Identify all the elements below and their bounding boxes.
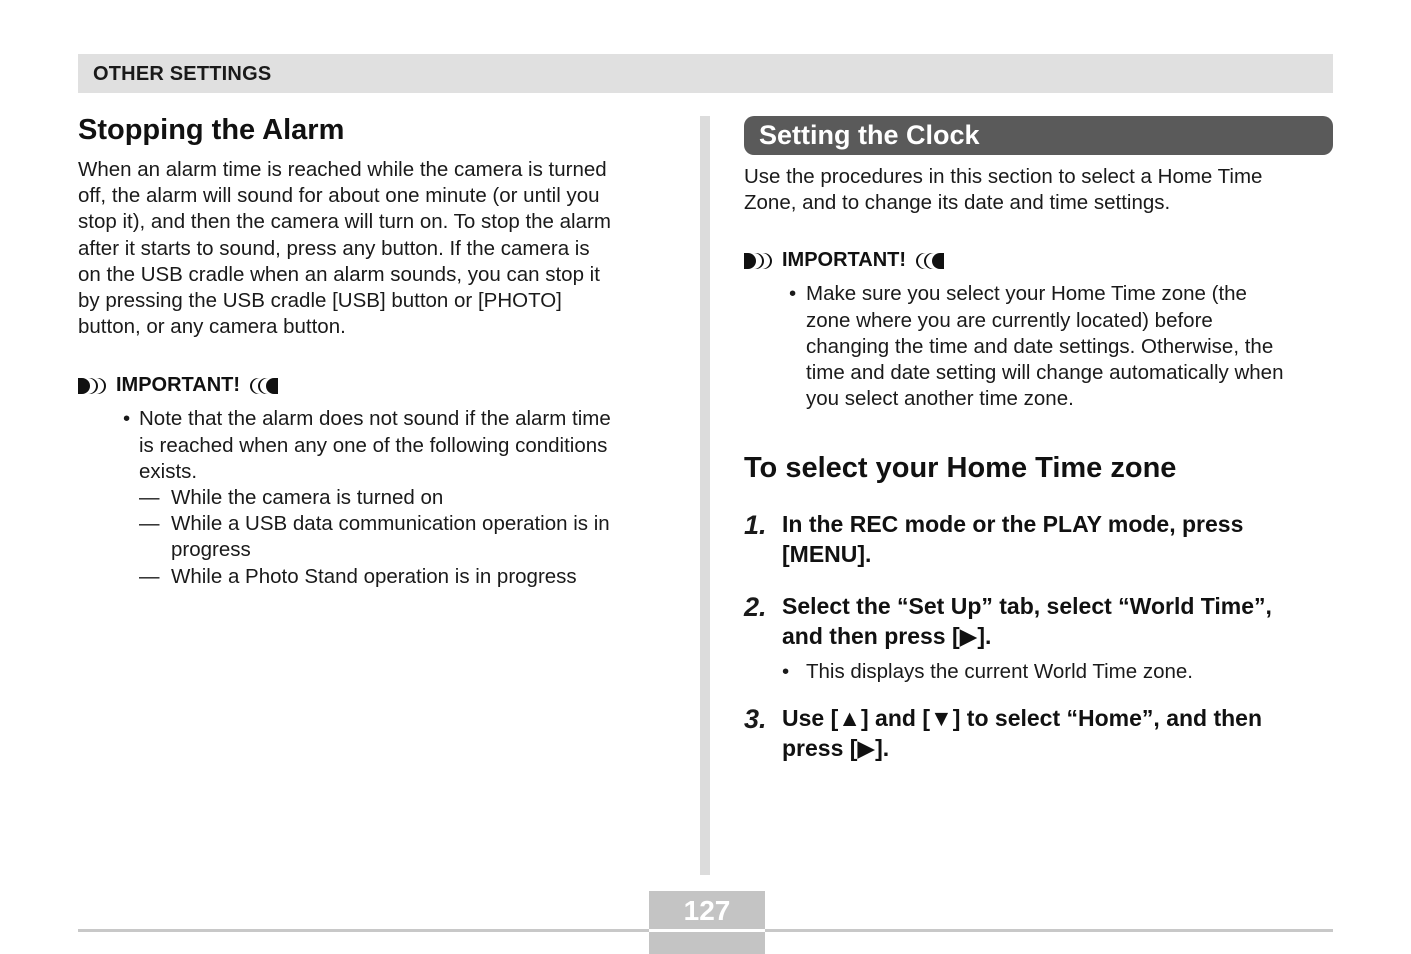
- page-number: 127: [683, 895, 731, 926]
- dash-mark: —: [139, 564, 160, 588]
- bullet-mark: •: [789, 282, 797, 306]
- condition-text: While the camera is turned on: [171, 486, 444, 510]
- important-heading: [78, 374, 678, 397]
- section-header-label: OTHER SETTINGS: [93, 63, 272, 85]
- step-2-note: [782, 659, 1333, 685]
- important-label: IMPORTANT!: [116, 374, 241, 397]
- list-item: [139, 511, 678, 563]
- column-divider: [700, 116, 710, 875]
- list-item: [123, 406, 678, 485]
- home-time-zone-title: To select your Home Time zone: [744, 452, 1177, 485]
- bullet-line: Make sure you select your Home Time zone (the: [806, 282, 1247, 306]
- step-number: 1.: [744, 510, 767, 541]
- bullet-line: is reached when any one of the following conditions: [139, 433, 608, 457]
- list-item: [789, 281, 1333, 412]
- step-line: Select the “Set Up” tab, select “World Time”,: [782, 593, 1272, 620]
- step-number: 2.: [744, 592, 767, 623]
- right-column: [744, 116, 1333, 763]
- condition-text: [171, 511, 610, 563]
- bullet-line: zone where you are currently located) before: [806, 308, 1213, 332]
- page-number-rule: [649, 929, 765, 932]
- left-column: [78, 112, 678, 590]
- section-header-bar: [78, 54, 1333, 93]
- bullet-line: Note that the alarm does not sound if the alarm time: [139, 407, 611, 431]
- important-heading: [744, 249, 1333, 272]
- bullet-mark: •: [123, 407, 131, 431]
- stopping-alarm-paragraph: [78, 157, 678, 340]
- list-item: [139, 564, 678, 590]
- step-line: In the REC mode or the PLAY mode, press: [782, 511, 1244, 538]
- step-number: 3.: [744, 704, 767, 735]
- step-line: press [▶].: [782, 734, 890, 761]
- step-text: [782, 592, 1272, 651]
- important-notes: [789, 281, 1333, 412]
- step-text: [782, 510, 1243, 569]
- bullet-text: [806, 281, 1283, 412]
- bullet-line: exists.: [139, 459, 198, 483]
- condition-line: progress: [171, 538, 251, 562]
- paragraph-line: When an alarm time is reached while the camera is turned: [78, 158, 607, 181]
- dash-mark: —: [139, 512, 160, 536]
- stopping-alarm-title: Stopping the Alarm: [78, 114, 345, 146]
- bullet-line: time and date setting will change automatically when: [806, 361, 1284, 385]
- condition-text: While a Photo Stand operation is in progress: [171, 564, 577, 588]
- dash-mark: —: [139, 486, 160, 510]
- step-2: [744, 592, 1333, 651]
- important-left-icon: [744, 252, 774, 270]
- page-number-box: [649, 891, 765, 954]
- important-right-icon: [914, 252, 944, 270]
- step-line: and then press [▶].: [782, 622, 992, 649]
- paragraph-line: by pressing the USB cradle [USB] button or [PHOTO]: [78, 289, 562, 313]
- condition-line: While a USB data communication operation is in: [171, 512, 610, 536]
- step-line: Use [▲] and [▼] to select “Home”, and then: [782, 705, 1263, 732]
- paragraph-line: button, or any camera button.: [78, 315, 346, 339]
- important-notes: [123, 406, 678, 589]
- step-1: [744, 510, 1333, 569]
- step-text: [782, 704, 1262, 763]
- bullet-mark: •: [782, 660, 790, 684]
- paragraph-line: on the USB cradle when an alarm sounds, you can stop it: [78, 262, 600, 286]
- bullet-text: [139, 406, 611, 485]
- step-3: [744, 704, 1333, 763]
- important-right-icon: [248, 377, 278, 395]
- important-label: IMPORTANT!: [782, 249, 907, 272]
- list-item: [139, 485, 678, 511]
- paragraph-line: off, the alarm will sound for about one minute (or until you: [78, 184, 600, 208]
- bullet-line: changing the time and date settings. Otherwise, the: [806, 334, 1274, 358]
- setting-clock-paragraph: [744, 164, 1333, 216]
- setting-clock-title: Setting the Clock: [744, 116, 1333, 155]
- bullet-line: you select another time zone.: [806, 387, 1074, 411]
- paragraph-line: after it starts to sound, press any button. If the camera is: [78, 236, 590, 260]
- paragraph-line: stop it), and then the camera will turn on. To stop the alarm: [78, 210, 611, 234]
- note-text: This displays the current World Time zone.: [806, 660, 1193, 684]
- paragraph-line: Use the procedures in this section to select a Home Time: [744, 165, 1263, 188]
- important-left-icon: [78, 377, 108, 395]
- step-line: [MENU].: [782, 540, 872, 567]
- paragraph-line: Zone, and to change its date and time settings.: [744, 191, 1171, 215]
